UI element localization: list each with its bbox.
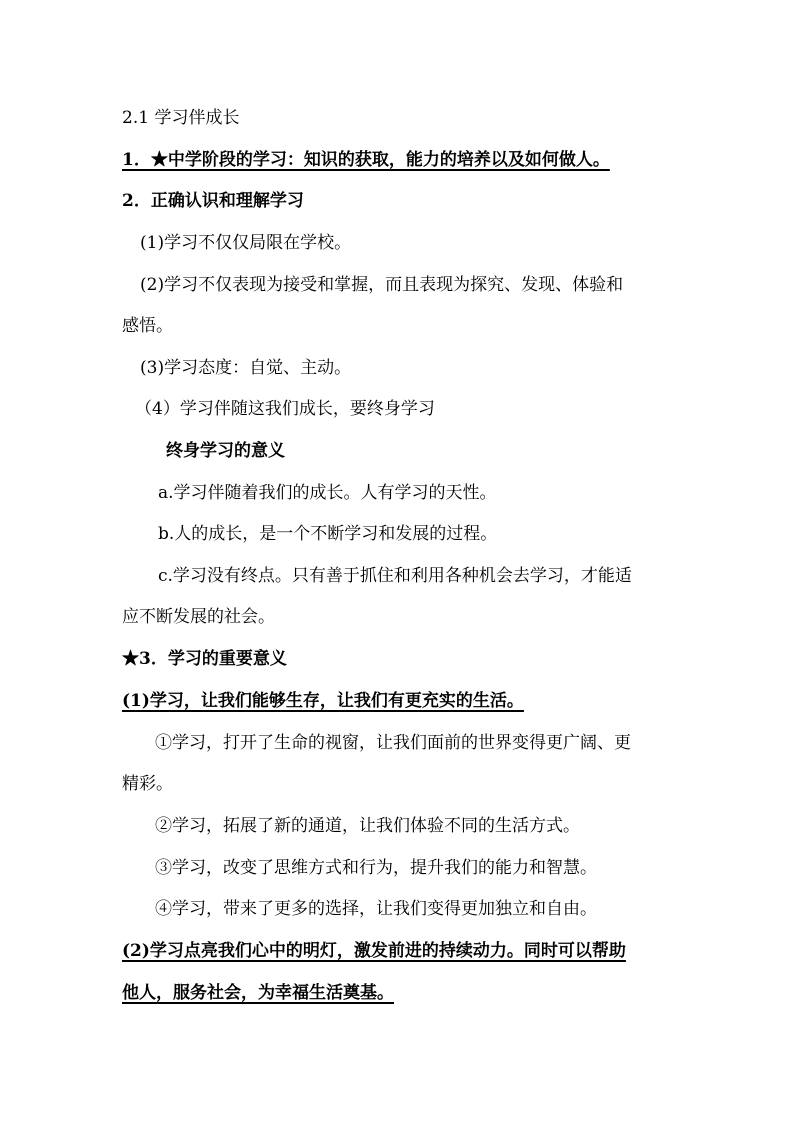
point-3-sub-1-item-2: ②学习，拓展了新的通道，让我们体验不同的生活方式。 — [155, 816, 580, 836]
point-3-sub-1-item-1-line-1: ①学习，打开了生命的视窗，让我们面前的世界变得更广阔、更 — [155, 733, 631, 753]
point-3-sub-2-line-1: (2)学习点亮我们心中的明灯，激发前进的持续动力。同时可以帮助 — [122, 941, 626, 961]
point-3-sub-1-item-1-line-2: 精彩。 — [122, 774, 173, 794]
lifelong-learning-heading: 终身学习的意义 — [166, 441, 285, 461]
point-2-heading: 2．正确认识和理解学习 — [122, 191, 304, 211]
point-2-item-3: (3)学习态度：自觉、主动。 — [140, 358, 352, 378]
section-title: 2.1 学习伴成长 — [122, 108, 240, 128]
point-3-heading: ★3．学习的重要意义 — [122, 649, 287, 669]
lifelong-item-b: b.人的成长，是一个不断学习和发展的过程。 — [158, 524, 498, 544]
lifelong-item-c-line-1: c.学习没有终点。只有善于抓住和利用各种机会去学习，才能适 — [158, 566, 632, 586]
point-2-item-2-line-2: 感悟。 — [122, 316, 173, 336]
point-2-item-1: (1)学习不仅仅局限在学校。 — [140, 233, 352, 253]
lifelong-item-a: a.学习伴随着我们的成长。人有学习的天性。 — [158, 483, 497, 503]
point-3-sub-1-item-3: ③学习，改变了思维方式和行为，提升我们的能力和智慧。 — [155, 858, 597, 878]
lifelong-item-c-line-2: 应不断发展的社会。 — [122, 607, 275, 627]
point-3-sub-1-item-4: ④学习，带来了更多的选择，让我们变得更加独立和自由。 — [155, 899, 597, 919]
point-2-item-4: （4）学习伴随这我们成长，要终身学习 — [135, 399, 435, 419]
point-3-sub-1: (1)学习，让我们能够生存，让我们有更充实的生活。 — [122, 691, 524, 711]
point-3-sub-2-line-2: 他人，服务社会，为幸福生活奠基。 — [122, 983, 394, 1003]
point-1-heading: 1．★中学阶段的学习：知识的获取，能力的培养以及如何做人。 — [122, 150, 610, 170]
point-2-item-2-line-1: (2)学习不仅表现为接受和掌握，而且表现为探究、发现、体验和 — [140, 275, 624, 295]
